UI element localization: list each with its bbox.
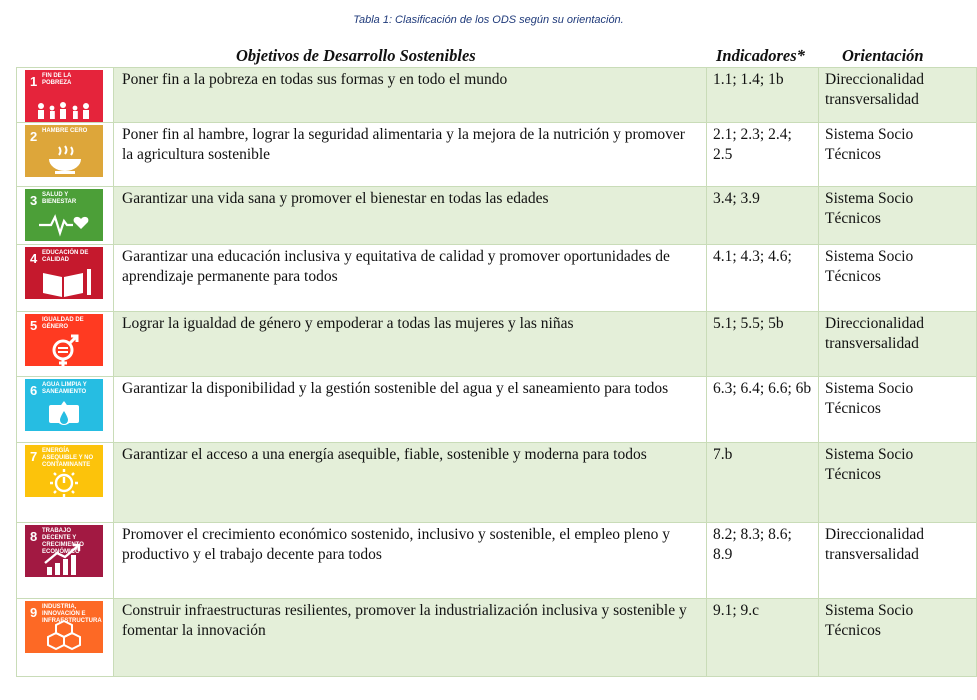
indicators-cell: 2.1; 2.3; 2.4; 2.5 bbox=[707, 123, 819, 187]
orientation-cell: Direccionalidad transversalidad bbox=[819, 312, 977, 377]
sdg-icon-cell bbox=[17, 123, 114, 187]
table-row bbox=[17, 523, 977, 599]
objective-cell: Poner fin al hambre, lograr la seguridad alimentaria y la mejora de la nutrición y promover la agricultura sostenible bbox=[114, 123, 707, 187]
sdg-goal-label: SALUD Y BIENESTAR bbox=[42, 192, 77, 205]
sdg-goal-label: ENERGÍA ASEQUIBLE Y NO CONTAMINANTE bbox=[42, 448, 94, 468]
objective-cell: Garantizar una educación inclusiva y equitativa de calidad y promover oportunidades de aprendizaje permanente para todos bbox=[114, 245, 707, 312]
objective-cell: Garantizar una vida sana y promover el bienestar en todas las edades bbox=[114, 187, 707, 245]
table-row bbox=[17, 68, 977, 123]
sdg-icon-cell bbox=[17, 312, 114, 377]
objective-cell: Promover el crecimiento económico sostenido, inclusivo y sostenible, el empleo pleno y productivo y el trabajo decente para todos bbox=[114, 523, 707, 599]
sdg-goal-label: IGUALDAD DE GÉNERO bbox=[42, 317, 84, 330]
sdg-goal-number: 2 bbox=[30, 129, 38, 144]
table-caption: Tabla 1: Clasificación de los ODS según su orientación. bbox=[353, 14, 624, 26]
sdg-goal-number: 9 bbox=[30, 605, 38, 620]
sdg-goal-tile bbox=[25, 70, 103, 122]
sdg-goal-tile bbox=[25, 525, 103, 577]
sdg-goal-label: EDUCACIÓN DE CALIDAD bbox=[42, 250, 89, 263]
sdg-table bbox=[16, 67, 977, 677]
indicators-cell: 3.4; 3.9 bbox=[707, 187, 819, 245]
indicators-cell: 1.1; 1.4; 1b bbox=[707, 68, 819, 123]
sdg-goal-number: 7 bbox=[30, 449, 38, 464]
indicators-cell: 4.1; 4.3; 4.6; bbox=[707, 245, 819, 312]
sdg-goal-label: FIN DE LA POBREZA bbox=[42, 73, 72, 86]
sdg-goal-number: 6 bbox=[30, 383, 38, 398]
indicators-cell: 6.3; 6.4; 6.6; 6b bbox=[707, 377, 819, 443]
objective-cell: Construir infraestructuras resilientes, promover la industrialización inclusiva y sostenible y fomentar la innovación bbox=[114, 599, 707, 677]
orientation-cell: Sistema Socio Técnicos bbox=[819, 443, 977, 523]
sdg-icon-cell bbox=[17, 443, 114, 523]
sdg-goal-number: 8 bbox=[30, 529, 38, 544]
sdg-goal-label: INDUSTRIA, INNOVACIÓN E INFRAESTRUCTURA bbox=[42, 604, 102, 624]
orientation-cell: Direccionalidad transversalidad bbox=[819, 68, 977, 123]
sdg-goal-number: 5 bbox=[30, 318, 38, 333]
objective-cell: Garantizar la disponibilidad y la gestión sostenible del agua y el saneamiento para todos bbox=[114, 377, 707, 443]
header-indicators: Indicadores* bbox=[716, 46, 805, 65]
sdg-goal-tile bbox=[25, 189, 103, 241]
sdg-goal-number: 4 bbox=[30, 251, 38, 266]
table-row bbox=[17, 377, 977, 443]
sdg-goal-tile bbox=[25, 601, 103, 653]
orientation-cell: Sistema Socio Técnicos bbox=[819, 123, 977, 187]
sdg-icon-cell bbox=[17, 523, 114, 599]
table-row bbox=[17, 599, 977, 677]
indicators-cell: 5.1; 5.5; 5b bbox=[707, 312, 819, 377]
sdg-goal-tile bbox=[25, 125, 103, 177]
sdg-goal-label: AGUA LIMPIA Y SANEAMIENTO bbox=[42, 382, 87, 395]
sdg-goal-tile bbox=[25, 314, 103, 366]
sdg-icon-cell bbox=[17, 187, 114, 245]
sdg-goal-number: 3 bbox=[30, 193, 38, 208]
table-row bbox=[17, 187, 977, 245]
sdg-goal-tile bbox=[25, 379, 103, 431]
orientation-cell: Sistema Socio Técnicos bbox=[819, 377, 977, 443]
sdg-goal-tile bbox=[25, 445, 103, 497]
objective-cell: Lograr la igualdad de género y empoderar a todas las mujeres y las niñas bbox=[114, 312, 707, 377]
table-row bbox=[17, 245, 977, 312]
orientation-cell: Sistema Socio Técnicos bbox=[819, 245, 977, 312]
indicators-cell: 8.2; 8.3; 8.6; 8.9 bbox=[707, 523, 819, 599]
header-objectives: Objetivos de Desarrollo Sostenibles bbox=[236, 46, 476, 65]
orientation-cell: Sistema Socio Técnicos bbox=[819, 599, 977, 677]
sdg-icon-cell bbox=[17, 599, 114, 677]
indicators-cell: 7.b bbox=[707, 443, 819, 523]
table-row bbox=[17, 123, 977, 187]
sdg-goal-tile bbox=[25, 247, 103, 299]
table-row bbox=[17, 443, 977, 523]
indicators-cell: 9.1; 9.c bbox=[707, 599, 819, 677]
objective-cell: Poner fin a la pobreza en todas sus formas y en todo el mundo bbox=[114, 68, 707, 123]
sdg-goal-label: TRABAJO DECENTE Y CRECIMIENTO ECONÓMICO bbox=[42, 528, 84, 555]
table-row bbox=[17, 312, 977, 377]
sdg-icon-cell bbox=[17, 245, 114, 312]
sdg-icon-cell bbox=[17, 68, 114, 123]
objective-cell: Garantizar el acceso a una energía asequible, fiable, sostenible y moderna para todos bbox=[114, 443, 707, 523]
orientation-cell: Sistema Socio Técnicos bbox=[819, 187, 977, 245]
sdg-goal-label: HAMBRE CERO bbox=[42, 128, 88, 134]
sdg-icon-cell bbox=[17, 377, 114, 443]
sdg-goal-number: 1 bbox=[30, 74, 38, 89]
header-orientation: Orientación bbox=[842, 46, 924, 65]
orientation-cell: Direccionalidad transversalidad bbox=[819, 523, 977, 599]
